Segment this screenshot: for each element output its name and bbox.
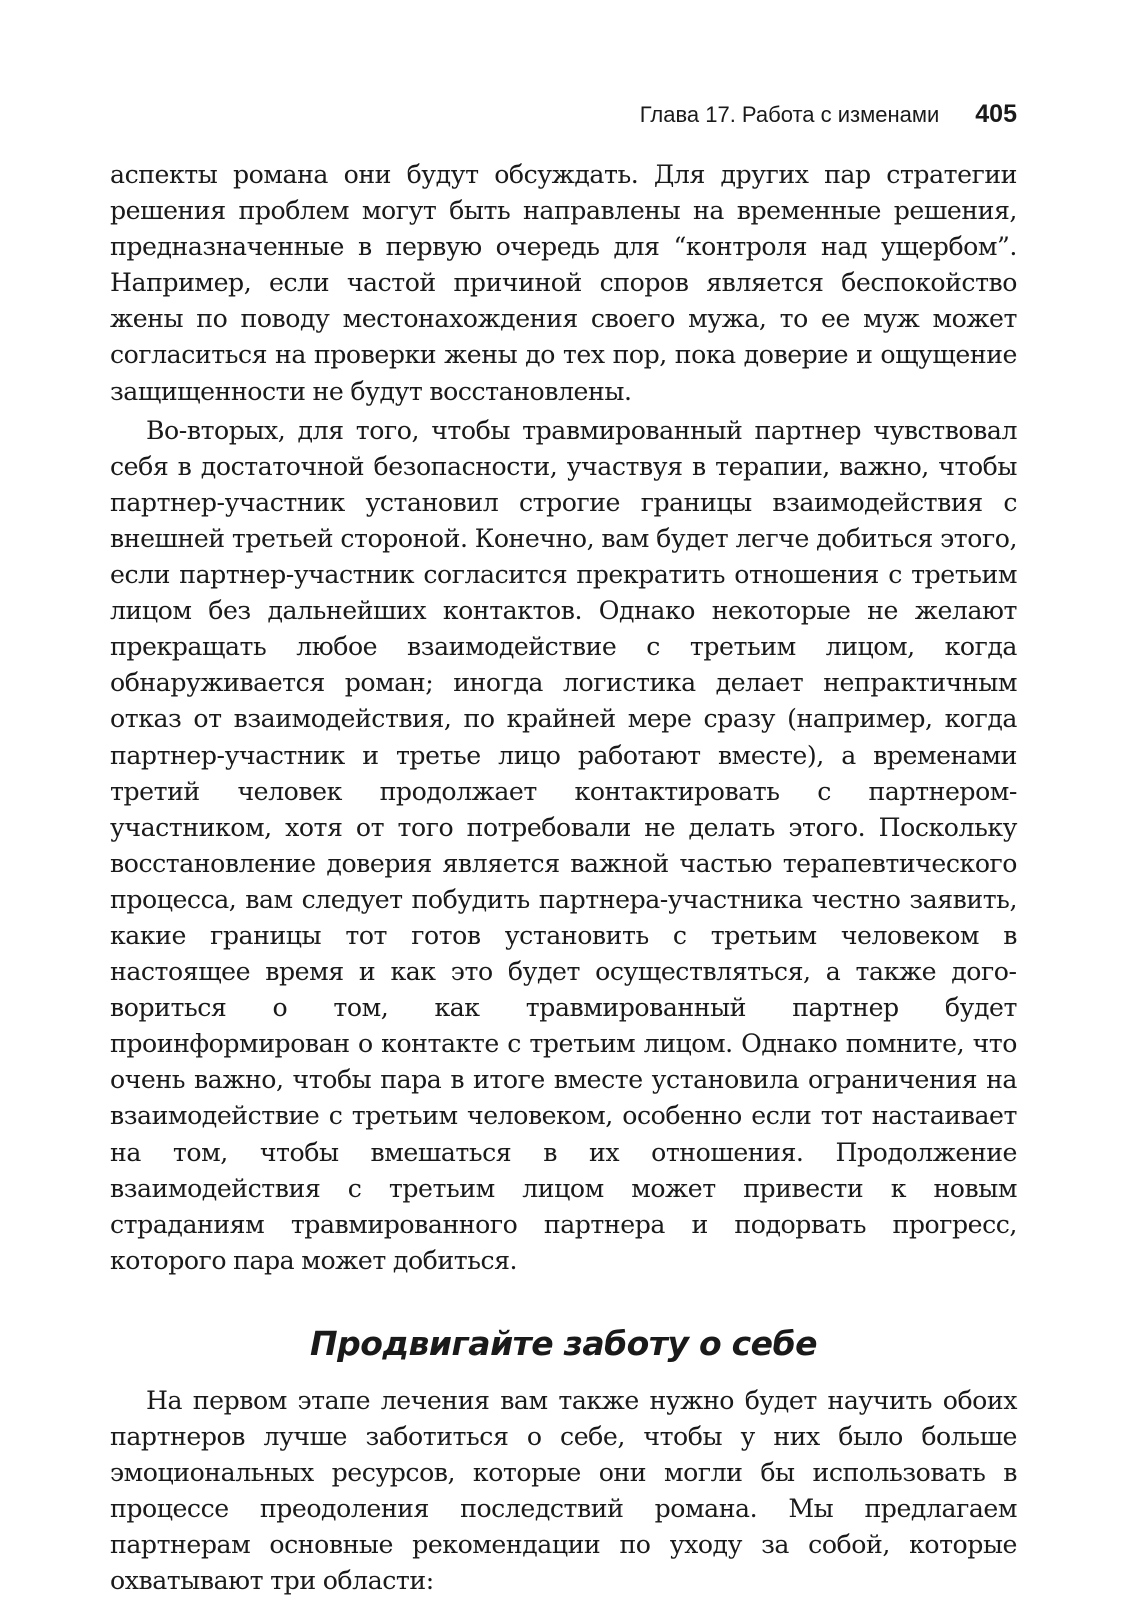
paragraph-continued: аспекты романа они будут обсуждать. Для других пар стратегии решения проблем могут быть направлены на временные решения, предназначенные в первую очередь для “контроля над ущербом”. Например, если частой причиной споров является беспокойство жены по поводу местонахождения своего мужа, то ее муж может согласиться на проверки жены до тех пор, пока доверие и ощущение защищенности не будут восстановлены. bbox=[110, 160, 1017, 406]
running-header bbox=[110, 100, 1017, 129]
page-number: 405 bbox=[975, 100, 1017, 128]
chapter-title: Глава 17. Работа с изменами bbox=[639, 102, 940, 127]
section-heading: Продвигайте заботу о себе bbox=[309, 1323, 817, 1363]
body-text bbox=[110, 157, 1017, 1599]
paragraph-self-care: На первом этапе лечения вам также нужно будет научить обоих партнеров лучше заботиться о себе, чтобы у них было больше эмоциональных ресурсов, которые они могли бы использовать в процессе преодоления последствий романа. Мы предлагаем партнерам основные рекомендации по уходу за собой, которые охватывают три области: bbox=[110, 1385, 1017, 1596]
paragraph-second: Во-вторых, для того, чтобы травмированный партнер чувствовал себя в достаточной безопасности, участвуя в терапии, важно, чтобы партнер-участник установил строгие границы взаимодействия с внешней третьей стороной. Конечно, вам будет легче добиться этого, если партнер-участник согласится прекратить отношения с третьим лицом без дальнейших контактов. Однако некоторые не желают прекращать любое взаимодействие с третьим лицом, когда обнаруживается роман; иногда логистика делает непрактичным отказ от взаимодействия, по крайней мере сразу (например, когда партнер-участник и третье лицо работают вместе), а временами третий человек продолжает контактировать с партнером-участником, хотя от того потребовали не делать этого. Поскольку восстановление доверия является важной частью терапевтического процесса, вам следует побудить партнера-участника честно заявить, какие границы тот готов установить с третьим человеком в настоящее время и как это будет осуществляться, а также договориться о том, как травмированный партнер будет проинформирован о контакте с третьим лицом. Однако помните, что очень важно, чтобы пара в итоге вместе установила ограничения на взаимодействие с третьим человеком, особенно если тот настаивает на том, чтобы вмешаться в их отношения. Продолжение взаимодействия с третьим лицом может привести к новым страданиям травмированного партнера и подорвать прогресс, которого пара может добиться. bbox=[110, 415, 1017, 1275]
